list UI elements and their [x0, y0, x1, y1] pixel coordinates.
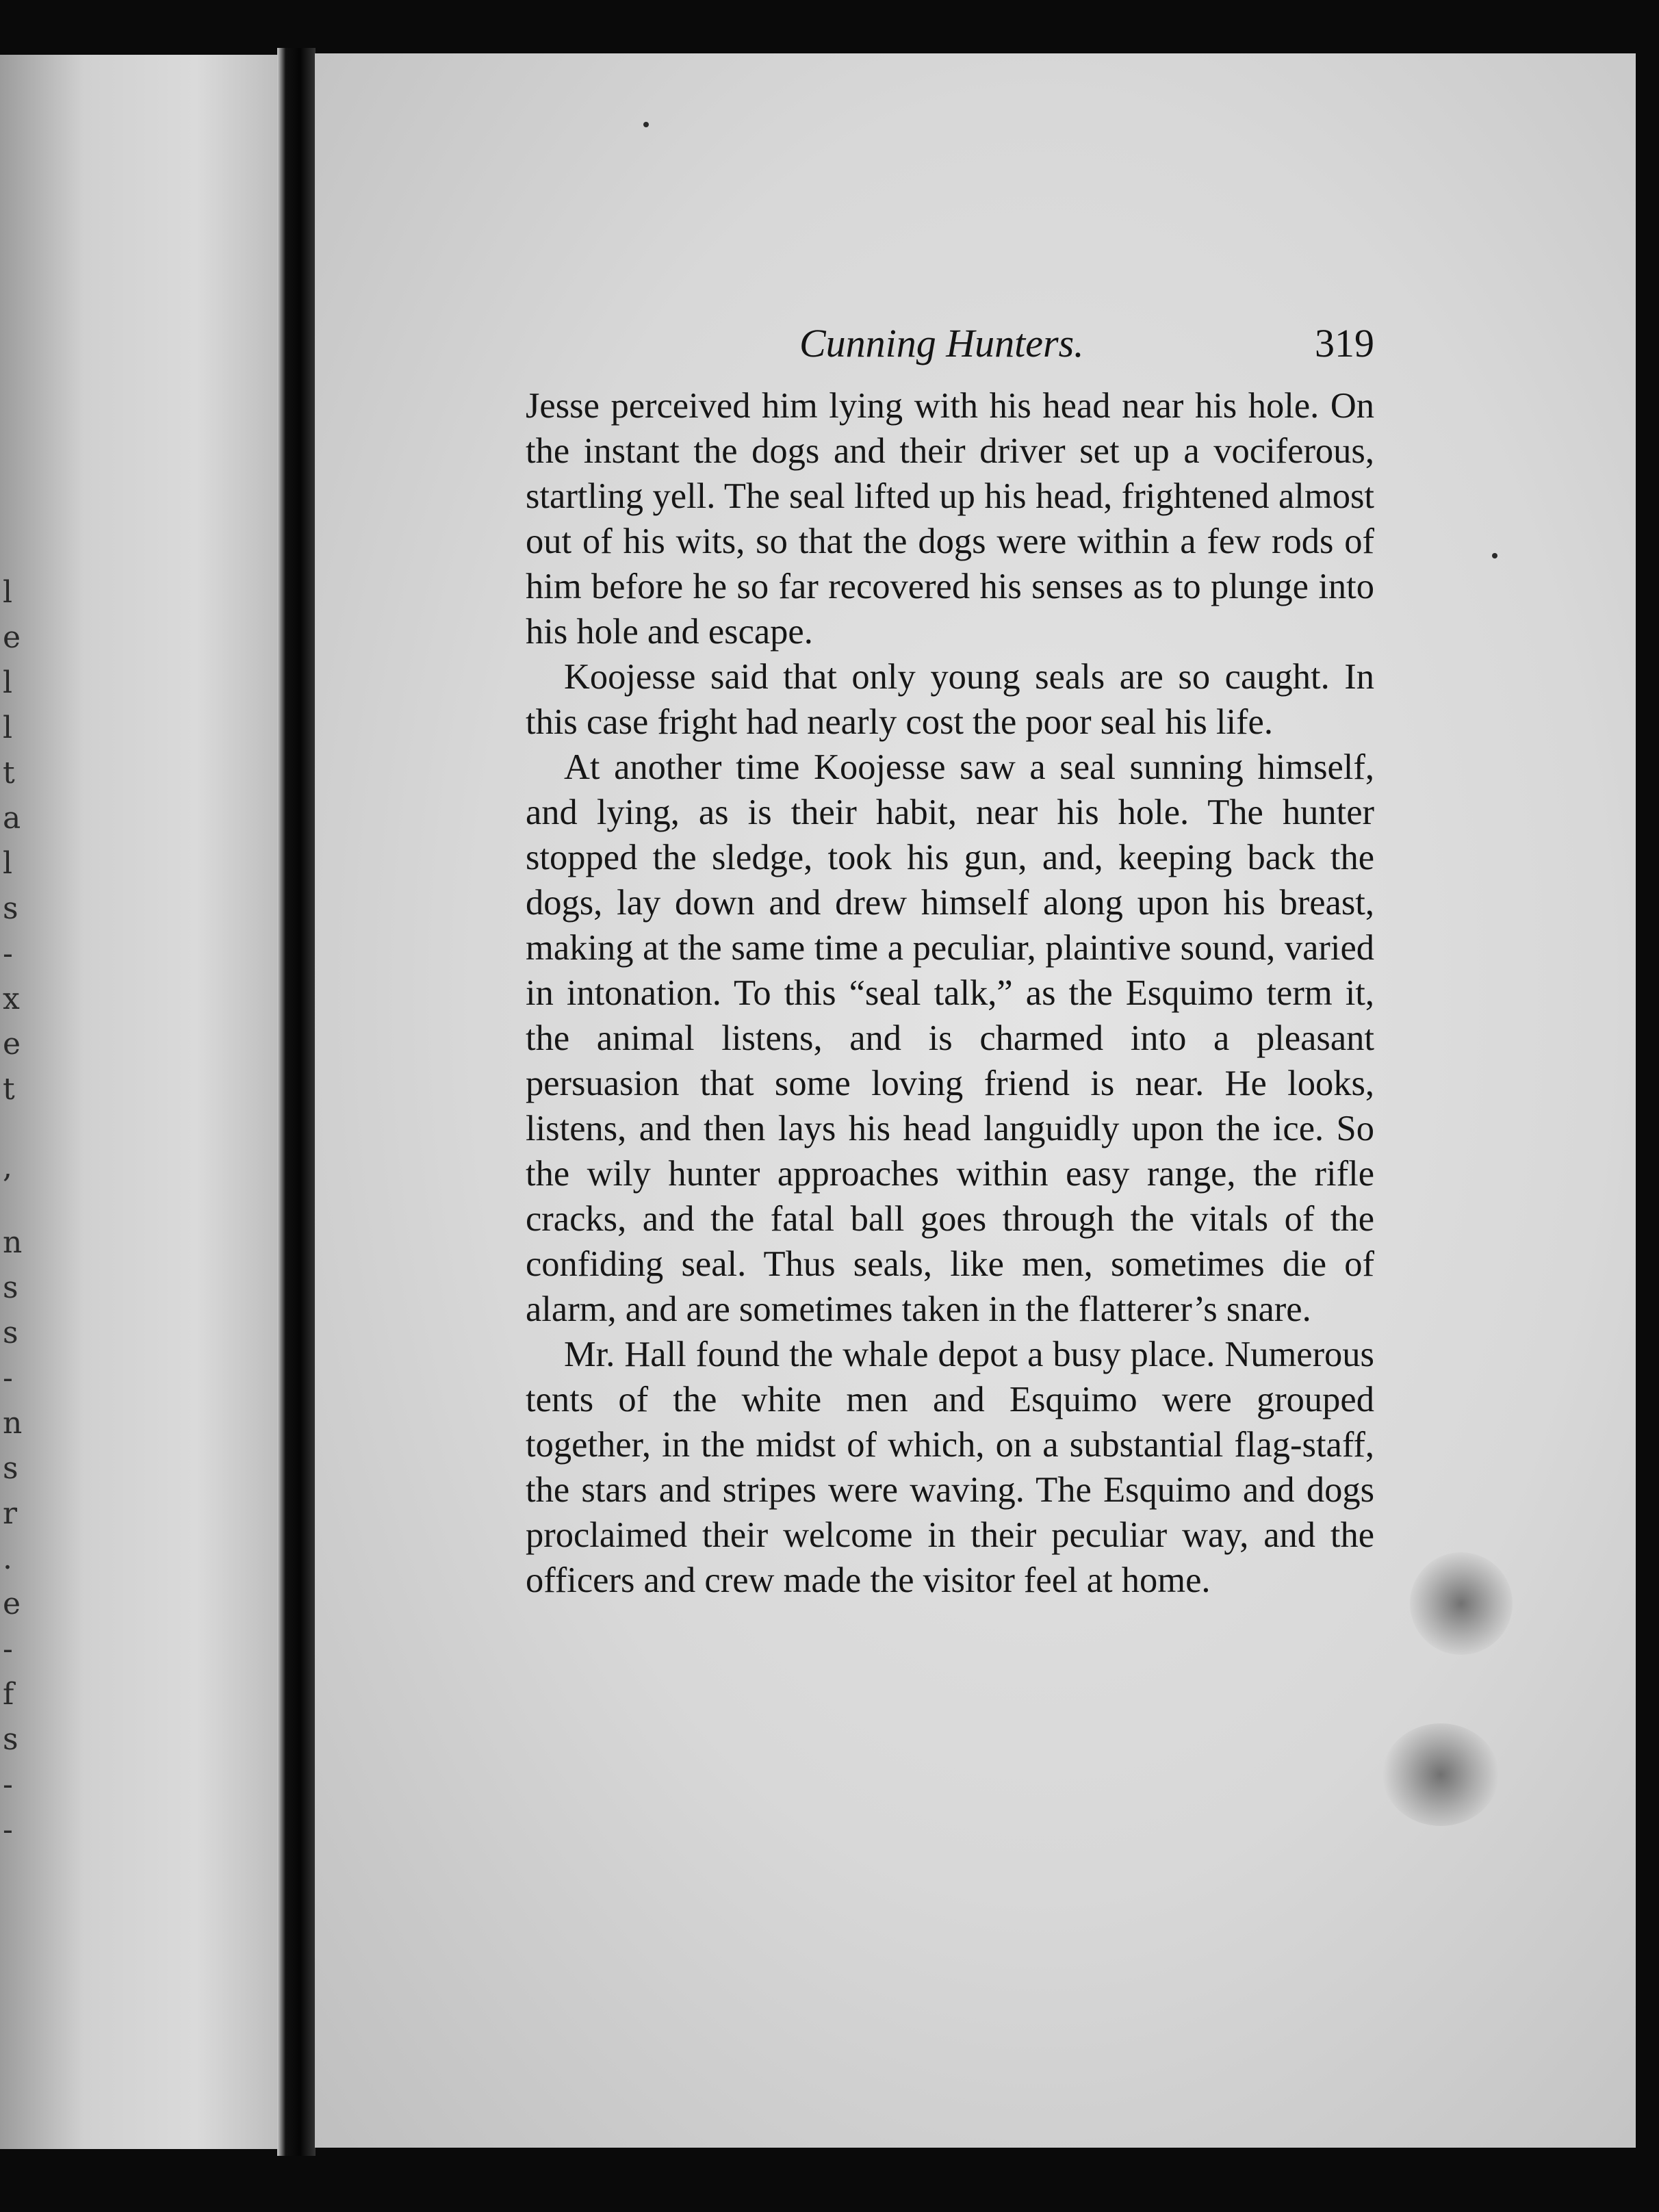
- margin-fragment: n: [3, 1406, 23, 1441]
- page-number: 319: [1315, 321, 1374, 365]
- margin-fragment: ,: [3, 1150, 12, 1185]
- margin-fragment: f: [3, 1677, 14, 1712]
- margin-fragment: s: [3, 891, 18, 926]
- left-page-margin-fragments: [0, 55, 21, 2149]
- running-head: [526, 320, 1374, 375]
- paragraph: At another time Koojesse saw a seal sunning himself, and lying, as is their habit, near his hole. The hunter stopped the sledge, took his gun, and, keeping back the dogs, lay down and drew himself along upon his breast, making at the same time a peculiar, plaintive sound, varied in intonation. To this “seal talk,” as the Esquimo term it, the animal listens, and is charmed into a pleasant persuasion that some loving friend is near. He looks, listens, and then lays his head languidly upon the ice. So the wily hunter approaches within easy range, the rifle cracks, and the fatal ball goes through the vitals of the confiding seal. Thus seals, like men, sometimes die of alarm, and are sometimes taken in the flatterer’s snare.: [526, 747, 1374, 1329]
- left-page: [0, 55, 281, 2149]
- body-text: [526, 383, 1374, 1603]
- margin-fragment: -: [3, 936, 13, 971]
- margin-fragment: -: [3, 1632, 13, 1667]
- margin-fragment: a: [3, 801, 21, 836]
- right-page: [315, 53, 1636, 2148]
- margin-fragment: s: [3, 1315, 18, 1350]
- margin-fragment: s: [3, 1270, 18, 1305]
- margin-fragment: -: [3, 1767, 13, 1802]
- margin-fragment: e: [3, 620, 21, 655]
- margin-fragment: e: [3, 1586, 21, 1621]
- margin-fragment: l: [3, 665, 13, 700]
- margin-fragment: t: [3, 756, 15, 790]
- margin-fragment: .: [3, 1541, 12, 1576]
- paragraph: Mr. Hall found the whale depot a busy place. Numerous tents of the white men and Esquimo were grouped together, in the midst of which, on a substantial flag-staff, the stars and stripes were waving. The Esquimo and dogs proclaimed their welcome in their peculiar way, and the officers and crew made the visitor feel at home.: [526, 1335, 1374, 1600]
- margin-fragment: -: [3, 1361, 13, 1396]
- margin-fragment: n: [3, 1225, 23, 1260]
- running-title: Cunning Hunters.: [799, 321, 1084, 365]
- margin-fragment: l: [3, 846, 13, 881]
- margin-fragment: s: [3, 1722, 18, 1757]
- paper-speck: [643, 122, 649, 127]
- margin-fragment: r: [3, 1496, 18, 1531]
- margin-fragment: l: [3, 710, 13, 745]
- ink-smudge: [1410, 1552, 1513, 1655]
- book-gutter: [277, 48, 316, 2156]
- margin-fragment: x: [3, 981, 20, 1016]
- margin-fragment: s: [3, 1451, 18, 1486]
- margin-fragment: t: [3, 1072, 15, 1107]
- margin-fragment: l: [3, 575, 13, 610]
- margin-fragment: e: [3, 1027, 21, 1062]
- margin-fragment: -: [3, 1812, 13, 1847]
- paper-speck: [1492, 553, 1497, 558]
- paragraph: Koojesse said that only young seals are so caught. In this case fright had nearly cost the poor seal his life.: [526, 657, 1374, 742]
- ink-smudge: [1382, 1723, 1499, 1826]
- page-content: [526, 320, 1374, 1603]
- paragraph: Jesse perceived him lying with his head near his hole. On the instant the dogs and their driver set up a vociferous, startling yell. The seal lifted up his head, frightened almost out of his wits, so that the dogs were within a few rods of him before he so far recovered his senses as to plunge into his hole and escape.: [526, 386, 1374, 652]
